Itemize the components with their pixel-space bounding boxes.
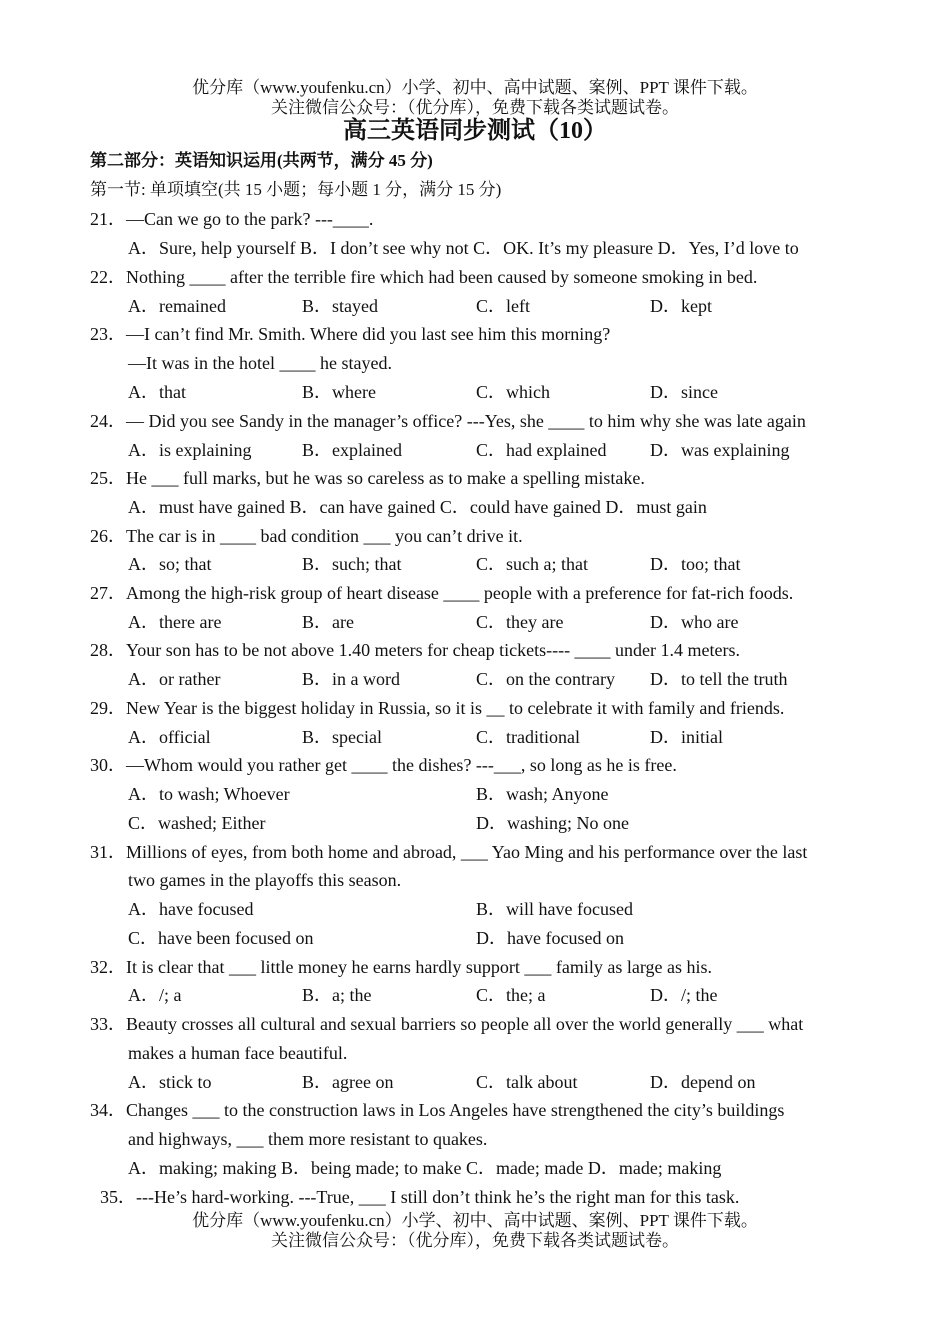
option-d: D．washing; No one [476, 813, 629, 833]
option-a: A．stick to [128, 1072, 212, 1092]
question-34: 34．Changes ___ to the construction laws in Los Angeles have strengthened the city’s buildings [90, 1100, 785, 1120]
option-b: B．where [302, 382, 376, 402]
option-c: C．washed; Either [128, 813, 266, 833]
option-b: B．explained [302, 440, 402, 460]
question-30: 30．—Whom would you rather get ____ the dishes? ---___, so long as he is free. [90, 755, 677, 775]
option-b: B．a; the [302, 985, 372, 1005]
option-a: A．so; that [128, 554, 212, 574]
section-heading: 第一节: 单项填空(共 15 小题；每小题 1 分，满分 15 分) [90, 180, 502, 199]
question-21-options: A．Sure, help yourself B．I don’t see why not C．OK. It’s my pleasure D．Yes, I’d love to [128, 238, 799, 258]
option-b: B．such; that [302, 554, 402, 574]
question-24: 24．— Did you see Sandy in the manager’s office? ---Yes, she ____ to him why she was late again [90, 411, 806, 431]
option-b: B．special [302, 727, 382, 747]
question-26: 26．The car is in ____ bad condition ___ you can’t drive it. [90, 526, 523, 546]
question-33-continued: makes a human face beautiful. [128, 1043, 348, 1063]
option-d: D．too; that [650, 554, 741, 574]
question-28: 28．Your son has to be not above 1.40 meters for cheap tickets---- ____ under 1.4 meters. [90, 640, 741, 660]
option-a: A．or rather [128, 669, 221, 689]
option-a: A．to wash; Whoever [128, 784, 290, 804]
question-34-options: A．making; making B．being made; to make C．made; made D．made; making [128, 1158, 722, 1178]
question-25: 25．He ___ full marks, but he was so careless as to make a spelling mistake. [90, 468, 645, 488]
option-b: B．will have focused [476, 899, 633, 919]
header-line-2: 关注微信公众号：（优分库），免费下载各类试题试卷。 [271, 98, 679, 117]
option-c: C．traditional [476, 727, 580, 747]
option-d: D．kept [650, 296, 712, 316]
option-b: B．in a word [302, 669, 400, 689]
option-c: C．on the contrary [476, 669, 615, 689]
option-d: D．was explaining [650, 440, 790, 460]
option-c: C．which [476, 382, 550, 402]
part-heading: 第二部分：英语知识运用(共两节，满分 45 分) [90, 151, 433, 170]
option-a: A．/; a [128, 985, 182, 1005]
option-d: D．depend on [650, 1072, 756, 1092]
question-31-continued: two games in the playoffs this season. [128, 870, 402, 890]
option-a: A．remained [128, 296, 226, 316]
question-34-continued: and highways, ___ them more resistant to quakes. [128, 1129, 488, 1149]
option-d: D．since [650, 382, 718, 402]
option-c: C．the; a [476, 985, 546, 1005]
option-c: C．talk about [476, 1072, 578, 1092]
option-d: D．initial [650, 727, 723, 747]
header-line-1: 优分库（www.youfenku.cn）小学、初中、高中试题、案例、PPT 课件下载。 [192, 78, 758, 97]
option-a: A．there are [128, 612, 222, 632]
option-c: C．had explained [476, 440, 607, 460]
question-33: 33．Beauty crosses all cultural and sexual barriers so people all over the world generally ___ what [90, 1014, 804, 1034]
question-29: 29．New Year is the biggest holiday in Russia, so it is __ to celebrate it with family and friends. [90, 698, 785, 718]
option-b: B．stayed [302, 296, 378, 316]
question-22: 22．Nothing ____ after the terrible fire which had been caused by someone smoking in bed. [90, 267, 758, 287]
option-a: A．official [128, 727, 211, 747]
option-a: A．have focused [128, 899, 254, 919]
question-23: 23．—I can’t find Mr. Smith. Where did you last see him this morning? [90, 324, 611, 344]
option-d: D．/; the [650, 985, 718, 1005]
option-a: A．is explaining [128, 440, 252, 460]
option-c: C．have been focused on [128, 928, 314, 948]
footer-line-1: 优分库（www.youfenku.cn）小学、初中、高中试题、案例、PPT 课件下载。 [192, 1211, 758, 1230]
option-c: C．they are [476, 612, 564, 632]
question-31: 31．Millions of eyes, from both home and abroad, ___ Yao Ming and his performance over the last [90, 842, 808, 862]
question-25-options: A．must have gained B．can have gained C．could have gained D．must gain [128, 497, 707, 517]
option-c: C．left [476, 296, 530, 316]
question-23-reply: —It was in the hotel ____ he stayed. [128, 353, 392, 373]
question-21: 21．—Can we go to the park? ---____. [90, 209, 374, 229]
question-27: 27．Among the high-risk group of heart disease ____ people with a preference for fat-rich foods. [90, 583, 794, 603]
option-a: A．that [128, 382, 186, 402]
question-32: 32．It is clear that ___ little money he earns hardly support ___ family as large as his. [90, 957, 713, 977]
option-b: B．agree on [302, 1072, 394, 1092]
option-d: D．to tell the truth [650, 669, 788, 689]
option-b: B．are [302, 612, 354, 632]
option-b: B．wash; Anyone [476, 784, 609, 804]
footer-line-2: 关注微信公众号：（优分库），免费下载各类试题试卷。 [271, 1231, 679, 1250]
option-d: D．who are [650, 612, 739, 632]
option-d: D．have focused on [476, 928, 624, 948]
option-c: C．such a; that [476, 554, 588, 574]
question-35: 35．---He’s hard-working. ---True, ___ I still don’t think he’s the right man for this task. [100, 1187, 740, 1207]
page-title: 高三英语同步测试（10） [343, 118, 607, 144]
